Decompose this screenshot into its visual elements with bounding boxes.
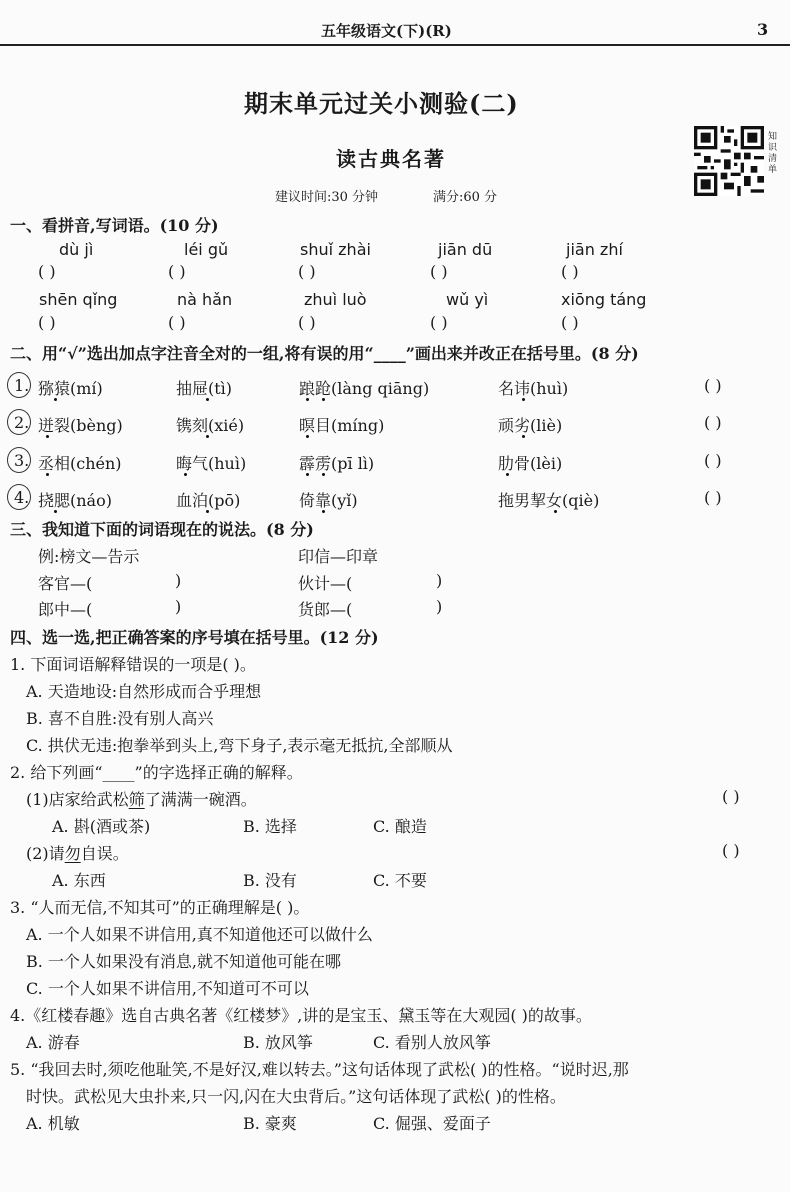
question-2: 2. 给下列画“____”的字选择正确的解释。 — [10, 763, 303, 782]
emphasis-dot — [206, 435, 209, 438]
word-prompt: 货郎—( — [298, 600, 353, 619]
word-option: 霹雳(pī lì) — [299, 454, 375, 473]
emphasis-dot — [522, 398, 525, 401]
q2-2-text: (2)请 — [26, 844, 65, 863]
word-option: 肋骨(lèi) — [498, 454, 563, 473]
page-title: 期末单元过关小测验(二) — [244, 89, 519, 118]
answer-blank[interactable]: ( ) — [722, 787, 740, 806]
option-b: B. 一个人如果没有消息,就不知道他可能在哪 — [26, 952, 342, 971]
word-option: 挠腮(náo) — [38, 491, 112, 510]
answer-blank[interactable]: ( ) — [722, 841, 740, 860]
pinyin-3: shuǐ zhài — [300, 240, 371, 259]
word-option: 镌刻(xié) — [176, 416, 245, 435]
question-5-continued: 时快。武松见大虫扑来,只一闪,闪在大虫背后。”这句话体现了武松( )的性格。 — [26, 1087, 566, 1106]
option-b: B. 放风筝 — [243, 1033, 313, 1052]
option-a: A. 一个人如果不讲信用,真不知道他还可以做什么 — [26, 925, 373, 944]
answer-blank[interactable]: ( ) — [38, 262, 56, 281]
option-a: A. 斟(酒或茶) — [52, 817, 151, 836]
answer-blank[interactable]: ( ) — [704, 413, 722, 432]
option-b: B. 选择 — [243, 817, 297, 836]
word-option: 丞相(chén) — [38, 454, 122, 473]
row-number: 2. — [14, 413, 30, 432]
word-option: 暝目(míng) — [299, 416, 385, 435]
emphasis-dot — [322, 510, 325, 513]
pinyin-9: wǔ yì — [446, 290, 489, 309]
option-c: C. 一个人如果不讲信用,不知道可不可以 — [26, 979, 309, 998]
question-5: 5. “我回去时,须吃他耻笑,不是好汉,难以转去。”这句话体现了武松( )的性格。“说时迟,那 — [10, 1060, 629, 1079]
emphasis-dot — [506, 473, 509, 476]
book-header: 五年级语文(下)(R) — [321, 22, 452, 40]
word-option: 抽屉(tì) — [176, 379, 233, 398]
pinyin-8: zhuì luò — [304, 290, 367, 309]
emphasis-dot — [522, 435, 525, 438]
answer-blank-close[interactable]: ) — [436, 571, 443, 590]
answer-blank[interactable]: ( ) — [561, 262, 579, 281]
suggested-time: 建议时间:30 分钟 — [275, 190, 379, 205]
underlined-char: 筛 — [128, 790, 145, 809]
qr-code-icon[interactable] — [694, 126, 764, 196]
emphasis-dot — [184, 473, 187, 476]
q2-2-rest: 自误。 — [80, 844, 129, 863]
pinyin-10: xiōng táng — [561, 290, 647, 309]
full-score: 满分:60 分 — [433, 190, 498, 205]
answer-blank-close[interactable]: ) — [175, 597, 182, 616]
answer-blank[interactable]: ( ) — [168, 313, 186, 332]
option-a: A. 天造地设:自然形成而合乎理想 — [26, 682, 262, 701]
word-option: 迸裂(bèng) — [38, 416, 123, 435]
option-b: B. 没有 — [243, 871, 297, 890]
pinyin-1: dù jì — [59, 240, 94, 259]
option-a: A. 东西 — [52, 871, 106, 890]
answer-blank[interactable]: ( ) — [704, 376, 722, 395]
question-4: 4.《红楼春趣》选自古典名著《红楼梦》,讲的是宝玉、黛玉等在大观园( )的故事。 — [10, 1006, 592, 1025]
word-prompt: 客官—( — [38, 574, 93, 593]
section-2-heading: 二、用“√”选出加点字注音全对的一组,将有误的用“____”画出来并改正在括号里。(8 分) — [10, 344, 639, 363]
emphasis-dot — [54, 398, 57, 401]
answer-blank-close[interactable]: ) — [175, 571, 182, 590]
section-4-heading: 四、选一选,把正确答案的序号填在括号里。(12 分) — [10, 628, 379, 647]
underlined-char: 勿 — [64, 844, 81, 863]
option-c: C. 拱伏无违:抱拳举到头上,弯下身子,表示毫无抵抗,全部顺从 — [26, 736, 453, 755]
option-c: C. 倔强、爱面子 — [373, 1114, 491, 1133]
row-number: 4. — [14, 488, 30, 507]
word-option: 倚靠(yǐ) — [299, 491, 358, 510]
answer-blank[interactable]: ( ) — [430, 262, 448, 281]
emphasis-dot — [206, 398, 209, 401]
question-1: 1. 下面词语解释错误的一项是( )。 — [10, 655, 256, 674]
section-3-heading: 三、我知道下面的词语现在的说法。(8 分) — [10, 520, 314, 539]
answer-blank[interactable]: ( ) — [430, 313, 448, 332]
emphasis-dot — [46, 473, 49, 476]
question-3: 3. “人而无信,不知其可”的正确理解是( )。 — [10, 898, 310, 917]
answer-blank[interactable]: ( ) — [704, 488, 722, 507]
word-option: 名讳(huì) — [498, 379, 569, 398]
example-pair: 例:榜文—告示 — [38, 547, 140, 566]
option-c: C. 酿造 — [373, 817, 427, 836]
emphasis-dot — [554, 510, 557, 513]
word-option: 拖男挈女(qiè) — [498, 491, 600, 510]
pinyin-5: jiān zhí — [566, 240, 623, 259]
question-2-1 — [26, 787, 257, 810]
page-number: 3 — [757, 20, 769, 39]
pinyin-2: léi gǔ — [184, 240, 229, 259]
row-number: 3. — [14, 451, 30, 470]
option-b: B. 喜不自胜:没有别人高兴 — [26, 709, 214, 728]
answer-blank[interactable]: ( ) — [704, 451, 722, 470]
page-subtitle: 读古典名著 — [336, 147, 446, 171]
q2-1-text: (1)店家给武松 — [26, 790, 129, 809]
row-number: 1. — [14, 376, 30, 395]
pinyin-4: jiān dū — [438, 240, 493, 259]
qr-label: 知识清单 — [768, 132, 778, 175]
emphasis-dot — [322, 473, 325, 476]
header-rule — [0, 44, 790, 46]
answer-blank[interactable]: ( ) — [298, 313, 316, 332]
emphasis-dot — [306, 398, 309, 401]
option-a: A. 机敏 — [26, 1114, 80, 1133]
pinyin-6: shēn qǐng — [39, 290, 118, 309]
section-1-heading: 一、看拼音,写词语。(10 分) — [10, 216, 219, 235]
emphasis-dot — [306, 473, 309, 476]
word-option: 血泊(pō) — [176, 491, 241, 510]
word-option: 晦气(huì) — [176, 454, 247, 473]
answer-blank[interactable]: ( ) — [38, 313, 56, 332]
pinyin-7: nà hǎn — [177, 290, 233, 309]
word-option: 顽劣(liè) — [498, 416, 563, 435]
emphasis-dot — [206, 510, 209, 513]
answer-blank-close[interactable]: ) — [436, 597, 443, 616]
option-b: B. 豪爽 — [243, 1114, 297, 1133]
emphasis-dot — [46, 435, 49, 438]
answer-blank[interactable]: ( ) — [561, 313, 579, 332]
emphasis-dot — [54, 510, 57, 513]
word-option: 猕猿(mí) — [38, 379, 103, 398]
example-pair: 印信—印章 — [298, 547, 379, 566]
word-prompt: 伙计—( — [298, 574, 353, 593]
question-2-2 — [26, 841, 129, 864]
option-c: C. 不要 — [373, 871, 427, 890]
word-prompt: 郎中—( — [38, 600, 93, 619]
answer-blank[interactable]: ( ) — [298, 262, 316, 281]
option-a: A. 游春 — [26, 1033, 80, 1052]
answer-blank[interactable]: ( ) — [168, 262, 186, 281]
q2-1-rest: 了满满一碗酒。 — [144, 790, 257, 809]
emphasis-dot — [306, 435, 309, 438]
emphasis-dot — [322, 398, 325, 401]
option-c: C. 看别人放风筝 — [373, 1033, 491, 1052]
word-option: 踉跄(làng qiāng) — [299, 379, 430, 398]
